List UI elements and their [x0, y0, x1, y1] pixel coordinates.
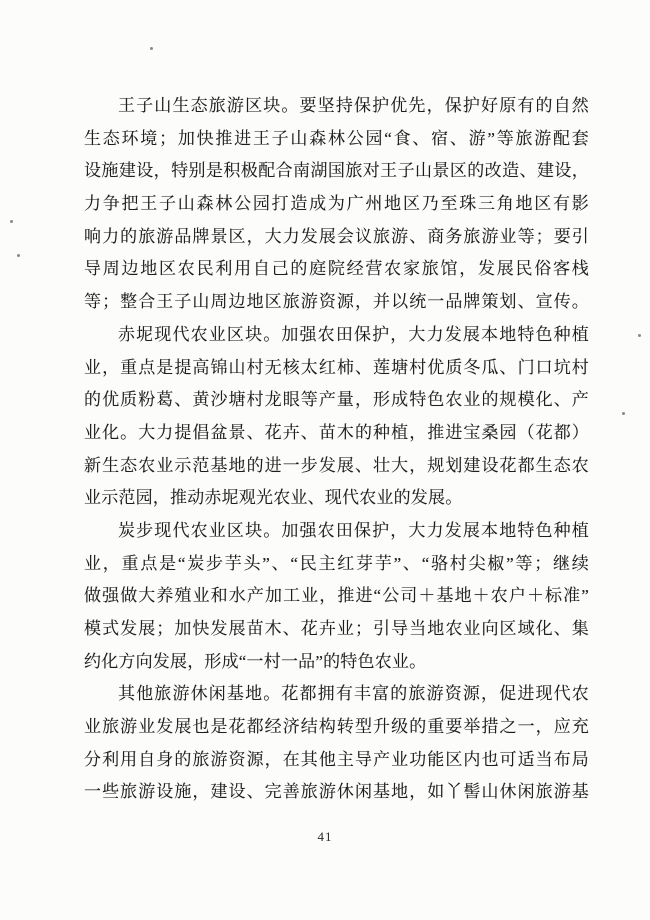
text-line: 导周边地区农民利用自己的庭院经营农家旅馆，发展民俗客栈	[84, 259, 589, 279]
text-line: 力争把王子山森林公园打造成为广州地区乃至珠三角地区有影	[84, 194, 589, 214]
text-line: 的优质粉葛、黄沙塘村龙眼等产量，形成特色农业的规模化、产	[84, 390, 589, 410]
scan-speck	[150, 47, 153, 50]
text-line: 生态环境；加快推进王子山森林公园“食、宿、游”等旅游配套	[84, 128, 589, 148]
text-line: 一些旅游设施，建设、完善旅游休闲基地，如丫髻山休闲旅游基	[84, 782, 589, 802]
text-line: 设施建设，特别是积极配合南湖国旅对王子山景区的改造、建设，	[84, 161, 589, 181]
text-line: 业，重点是提高锦山村无核太红柿、莲塘村优质冬瓜、门口坑村	[84, 357, 589, 377]
text-line: 王子山生态旅游区块。要坚持保护优先，保护好原有的自然	[118, 96, 589, 115]
text-line: 做强做大养殖业和水产加工业，推进“公司＋基地＋农户＋标准”	[84, 586, 589, 606]
body-text	[84, 90, 589, 809]
text-line: 炭步现代农业区块。加强农田保护，大力发展本地特色种植	[118, 520, 589, 540]
text-line: 约化方向发展，形成“一村一品”的特色农业。	[84, 651, 427, 671]
text-line: 等；整合王子山周边地区旅游资源，并以统一品牌策划、宣传。	[84, 292, 589, 312]
scan-speck	[638, 334, 641, 337]
text-line: 分利用自身的旅游资源，在其他主导产业功能区内也可适当布局	[84, 749, 589, 769]
scan-speck	[10, 220, 13, 223]
text-line: 响力的旅游品牌景区，大力发展会议旅游、商务旅游业等；要引	[84, 226, 589, 246]
text-line: 模式发展；加快发展苗木、花卉业；引导当地农业向区域化、集	[84, 619, 589, 638]
text-line: 新生态农业示范基地的进一步发展、壮大，规划建设花都生态农	[84, 455, 589, 475]
text-line: 业旅游业发展也是花都经济结构转型升级的重要举措之一，应充	[84, 717, 589, 737]
text-line: 业化。大力提倡盆景、花卉、苗木的种植，推进宝桑园（花都）	[84, 422, 589, 442]
text-line: 赤坭现代农业区块。加强农田保护，大力发展本地特色种植	[118, 324, 589, 344]
page-number: 41	[317, 829, 333, 844]
text-line: 其他旅游休闲基地。花都拥有丰富的旅游资源，促进现代农	[118, 684, 589, 704]
scan-speck	[622, 412, 625, 415]
text-line: 业示范园，推动赤坭观光农业、现代农业的发展。	[84, 488, 463, 508]
text-line: 业，重点是“炭步芋头”、“民主红芽芋”、“骆村尖椒”等；继续	[84, 553, 589, 573]
scan-speck	[17, 254, 20, 257]
